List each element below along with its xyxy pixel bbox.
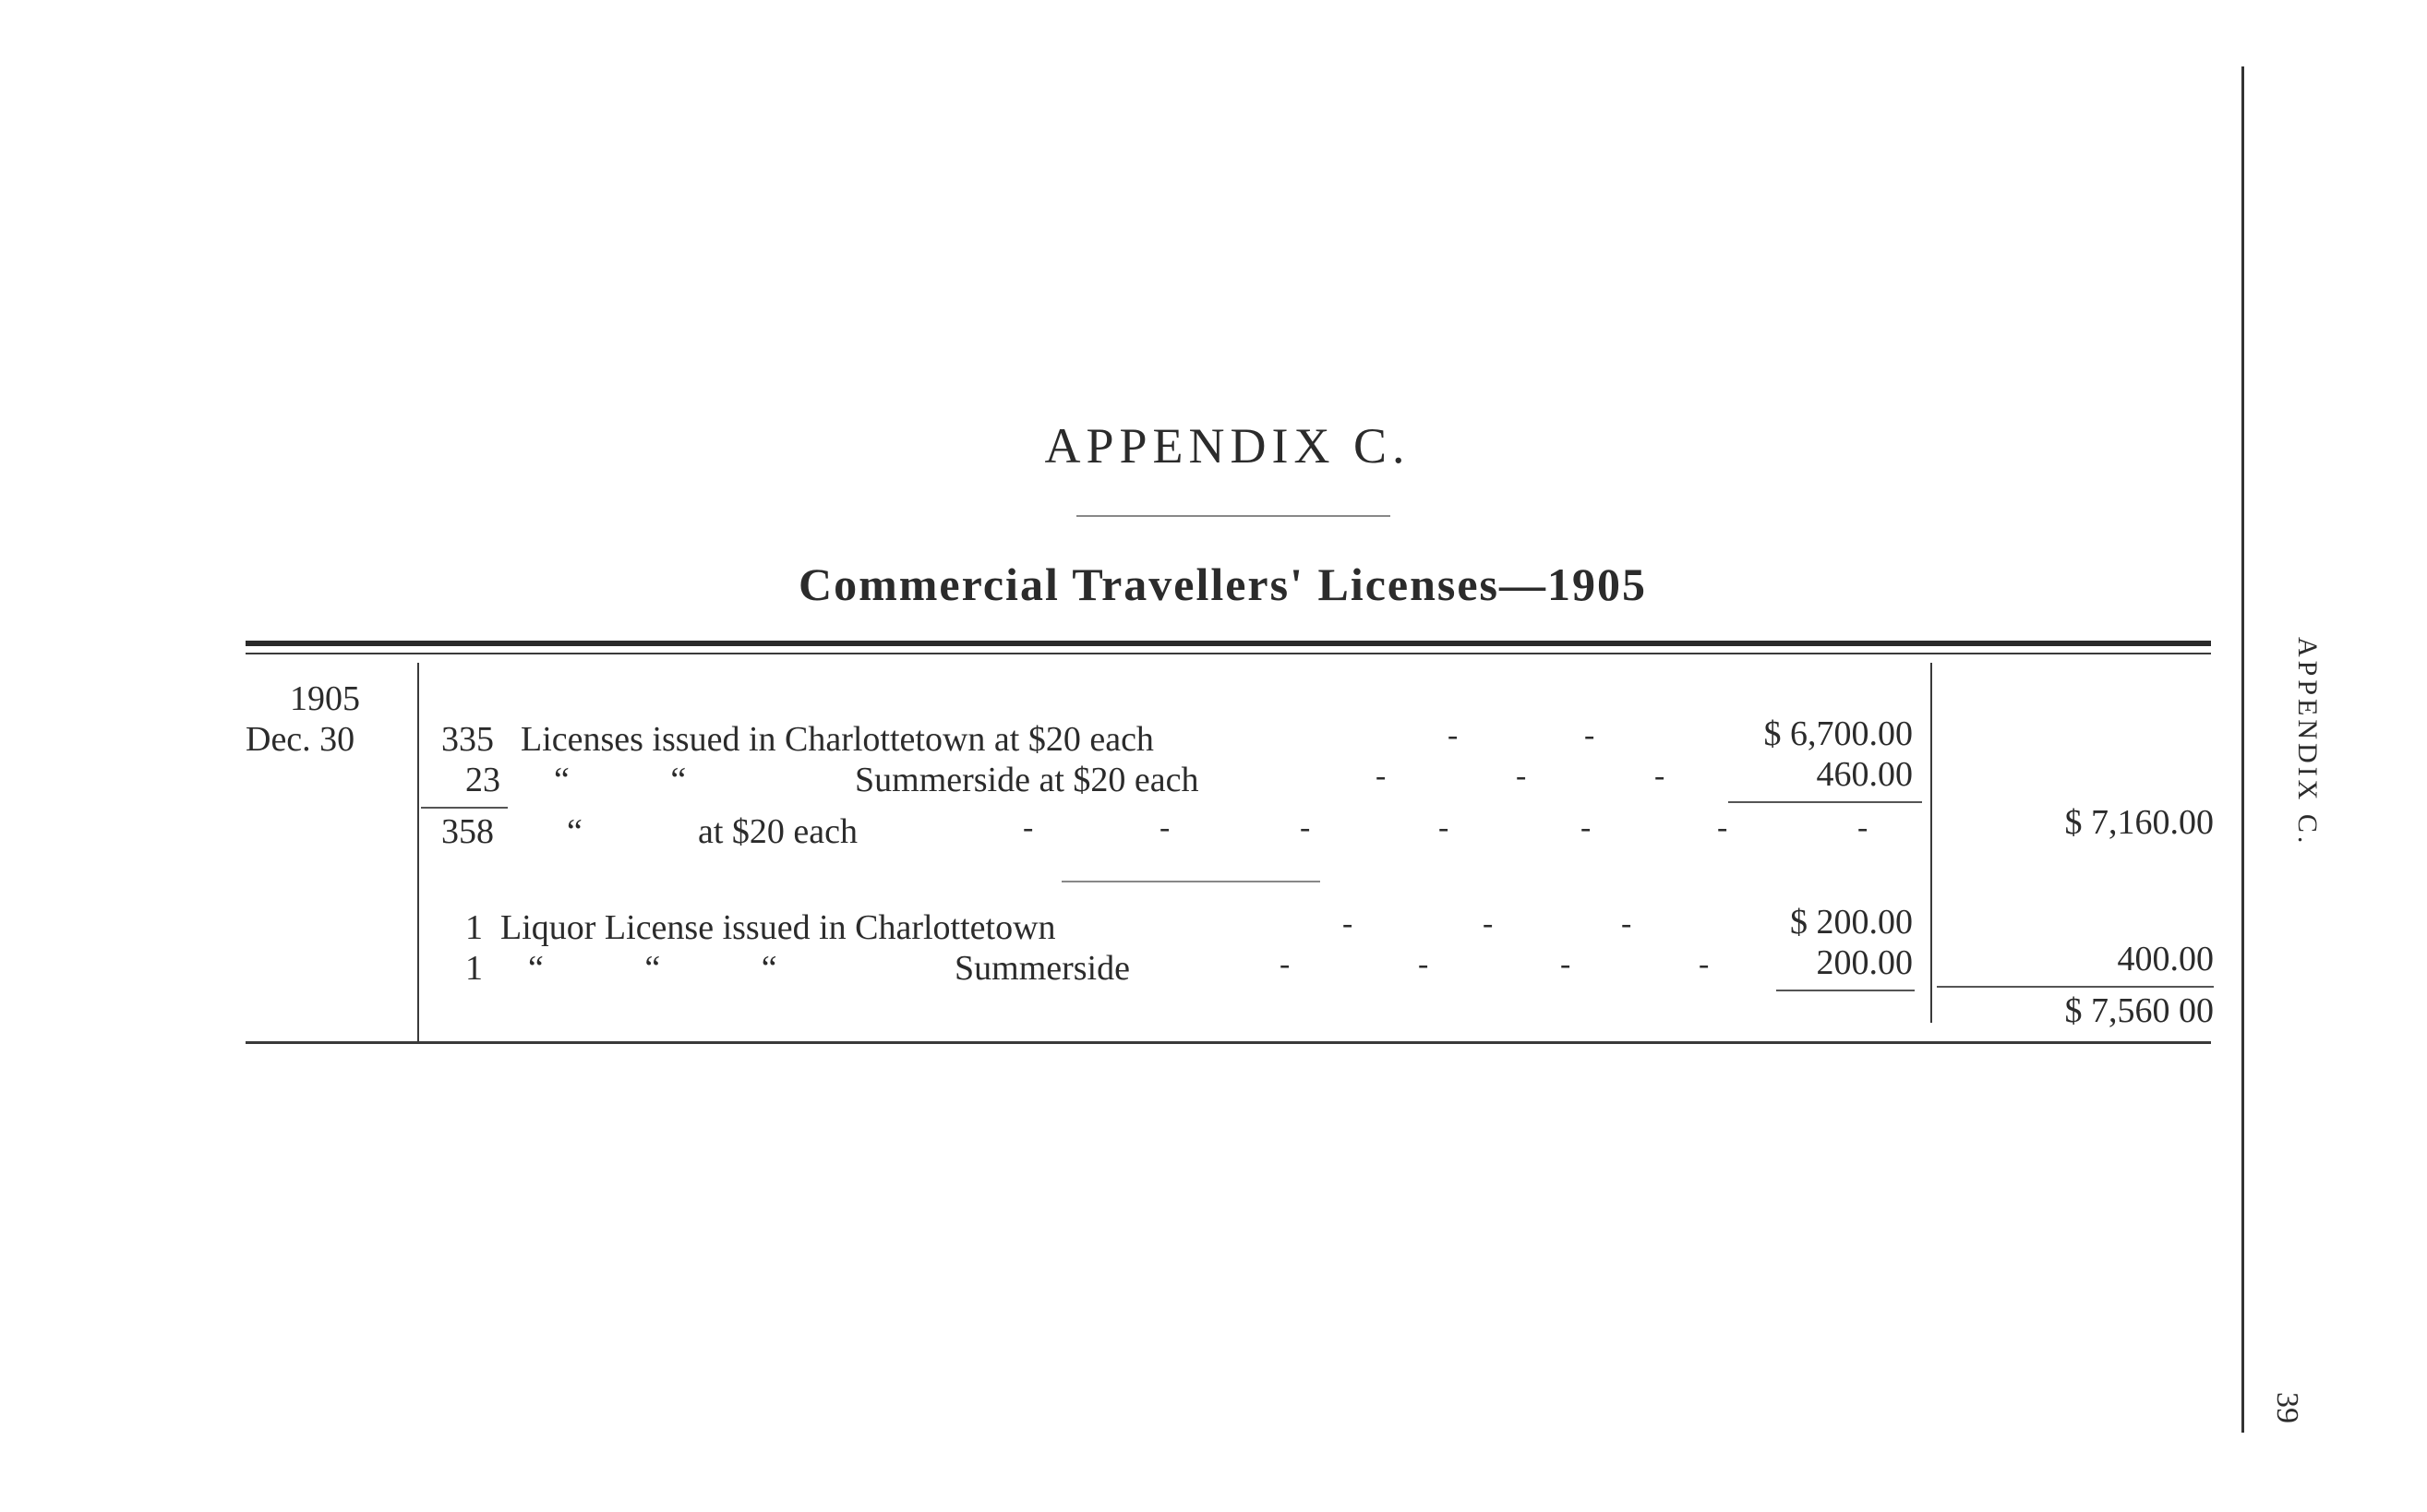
subtotal-rule <box>1776 990 1915 991</box>
row-amount: 200.00 <box>1816 943 1913 982</box>
totals-column-divider <box>1930 663 1932 1023</box>
leader-dash: - <box>1483 906 1494 941</box>
row-description: Summerside at $20 each <box>855 761 1199 799</box>
row-count: 358 <box>441 812 494 851</box>
subtotal-rule <box>1728 801 1922 803</box>
row-description: Summerside <box>955 949 1130 988</box>
leader-dash: - <box>1023 810 1034 845</box>
date-day: Dec. 30 <box>246 720 355 759</box>
leader-dash: - <box>1159 810 1171 845</box>
leader-dash: - <box>1717 810 1728 845</box>
row-total: $ 7,160.00 <box>2064 803 2214 842</box>
leader-dash: - <box>1580 810 1592 845</box>
row-amount: $ 6,700.00 <box>1763 714 1913 753</box>
ditto-marks: “ “ “ <box>528 949 777 988</box>
leader-dash: - <box>1699 947 1710 981</box>
title-divider <box>1076 515 1390 517</box>
margin-rule <box>2241 66 2244 1433</box>
leader-dash: - <box>1654 759 1665 793</box>
leader-dash: - <box>1418 947 1429 981</box>
leader-dash: - <box>1300 810 1311 845</box>
count-sum-rule <box>421 807 508 809</box>
table-top-thin-rule <box>246 653 2211 654</box>
row-description: Liquor License issued in Charlottetown <box>500 908 1056 947</box>
page-number: 39 <box>2270 1392 2304 1423</box>
leader-dash: - <box>1438 810 1449 845</box>
leader-dash: - <box>1448 718 1459 752</box>
row-count: 335 <box>441 720 494 759</box>
row-amount: $ 200.00 <box>1790 903 1913 942</box>
appendix-heading: APPENDIX C. <box>1044 418 1411 474</box>
ditto-marks: “ “ <box>554 761 687 799</box>
leader-dash: - <box>1621 906 1632 941</box>
leader-dash: - <box>1280 947 1291 981</box>
row-count: 1 <box>465 949 483 988</box>
date-year: 1905 <box>290 679 360 718</box>
row-count: 1 <box>465 908 483 947</box>
table-top-heavy-rule <box>246 641 2211 646</box>
leader-dash: - <box>1376 759 1387 793</box>
row-description: Licenses issued in Charlottetown at $20 each <box>521 720 1154 759</box>
section-divider <box>1062 881 1320 882</box>
leader-dash: - <box>1342 906 1353 941</box>
table-bottom-rule <box>246 1041 2211 1044</box>
row-total: 400.00 <box>2117 940 2214 978</box>
leader-dash: - <box>1560 947 1571 981</box>
leader-dash: - <box>1584 718 1595 752</box>
row-count: 23 <box>465 761 500 799</box>
row-description: at $20 each <box>698 812 859 851</box>
leader-dash: - <box>1516 759 1527 793</box>
running-header: APPENDIX C. <box>2292 637 2323 847</box>
row-amount: 460.00 <box>1816 755 1913 794</box>
ditto-marks: “ <box>567 812 583 851</box>
page-title: Commercial Travellers' Licenses—1905 <box>798 558 1648 610</box>
date-column-divider <box>417 663 419 1041</box>
grand-total-rule <box>1937 986 2214 988</box>
leader-dash: - <box>1857 810 1868 845</box>
grand-total: $ 7,560 00 <box>2064 991 2214 1030</box>
